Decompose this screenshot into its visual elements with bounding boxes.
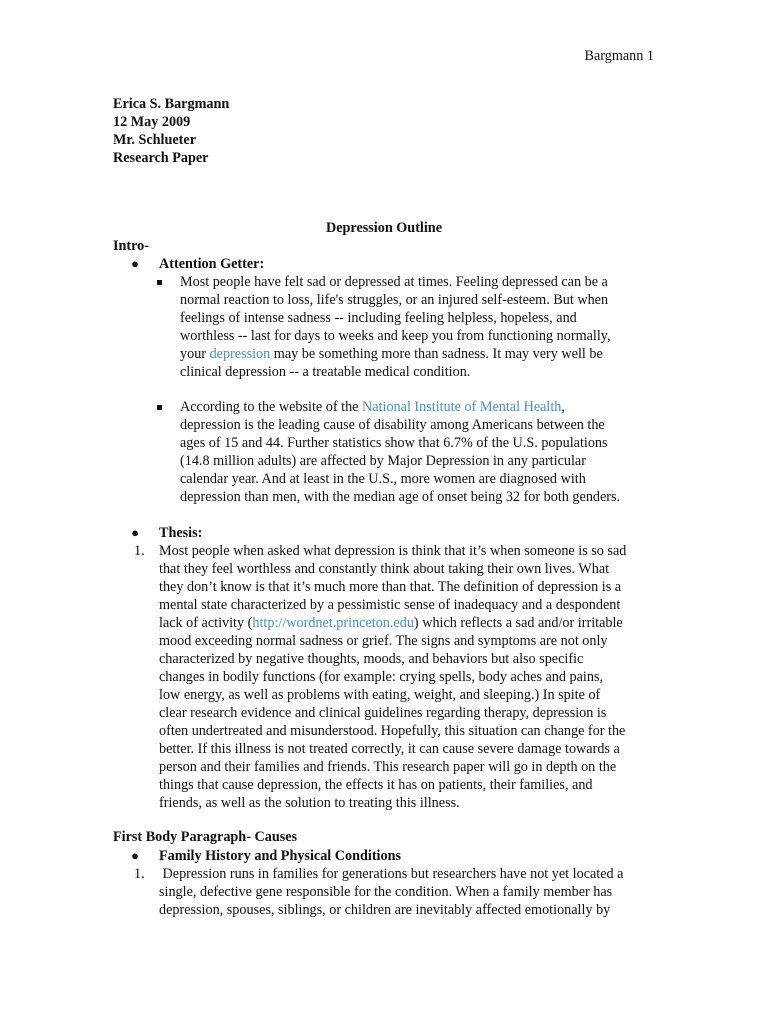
square-bullet-icon — [157, 405, 162, 410]
running-head: Bargmann 1 — [584, 48, 654, 64]
list-number: 1. — [134, 543, 145, 559]
first-body-paragraph-label: First Body Paragraph- Causes — [113, 829, 298, 845]
bullet-icon: ● — [131, 525, 139, 540]
paper-title: Depression Outline — [325, 220, 442, 236]
bullet-icon: ● — [131, 848, 139, 863]
attention-paragraph-2: According to the website of the National Institute of Mental Health, depression is the leading cause of disability among Americans between the ages of 15 and 44. Further statistics show that 6.7% of the U.S. populations (14.8 million adults) are affected by Major Depression in any particular calendar year. And at least in the U.S., more women are diagnosed with depression than men, with the median age of onset being 32 for both genders. — [180, 399, 621, 505]
paper-date: 12 May 2009 — [113, 114, 191, 130]
square-bullet-icon — [157, 280, 162, 285]
attention-getter-label: Attention Getter: — [159, 256, 265, 272]
wordnet-link[interactable]: http://wordnet.princeton.edu — [252, 615, 414, 631]
depression-link[interactable]: depression — [209, 346, 271, 362]
list-number: 1. — [134, 866, 145, 882]
family-history-paragraph: Depression runs in families for generations but researchers have not yet located a single, defective gene responsible for the condition. When a family member has depression, spouses, siblings, or children are inevitably affected emotionally by — [159, 866, 624, 918]
attention-paragraph-1: Most people have felt sad or depressed at times. Feeling depressed can be a normal reaction to loss, life's struggles, or an injured self-esteem. But when feelings of intense sadness -- including feeling helpless, hopeless, and worthless -- last for days to weeks and keep you from functioning normally, your depression may be something more than sadness. It may very well be clinical depression -- a treatable medical condition. — [180, 274, 611, 380]
assignment-name: Research Paper — [113, 150, 209, 166]
thesis-paragraph: Most people when asked what depression is think that it’s when someone is so sad that they feel worthless and constantly think about taking their own lives. What they don’t know is that it’s much more than that. The definition of depression is a mental state characterized by a pessimistic sense of inadequacy and a despondent lack of activity (http://wordnet.princeton.edu) which reflects a sad and/or irritable mood exceeding normal sadness or grief. The signs and symptoms are not only characterized by negative thoughts, moods, and behaviors but also specific changes in bodily functions (for example: crying spells, body aches and pains, low energy, as well as problems with eating, weight, and sleeping.) In spite of clear research evidence and clinical guidelines regarding therapy, depression is often undertreated and misunderstood. Hopefully, this situation can change for the better. If this illness is not treated correctly, it can cause severe damage towards a person and their families and friends. This research paper will go in depth on the things that cause depression, the effects it has on patients, their families, and friends, as well as the solution to treating this illness. — [159, 543, 627, 811]
heading-block — [113, 95, 229, 167]
intro-label: Intro- — [113, 238, 149, 254]
nimh-link[interactable]: National Institute of Mental Health — [362, 399, 562, 415]
bullet-icon: ● — [131, 256, 139, 271]
family-history-label: Family History and Physical Conditions — [159, 848, 402, 864]
thesis-label: Thesis: — [159, 525, 203, 541]
teacher-name: Mr. Schlueter — [113, 132, 197, 148]
author-name: Erica S. Bargmann — [113, 96, 230, 112]
